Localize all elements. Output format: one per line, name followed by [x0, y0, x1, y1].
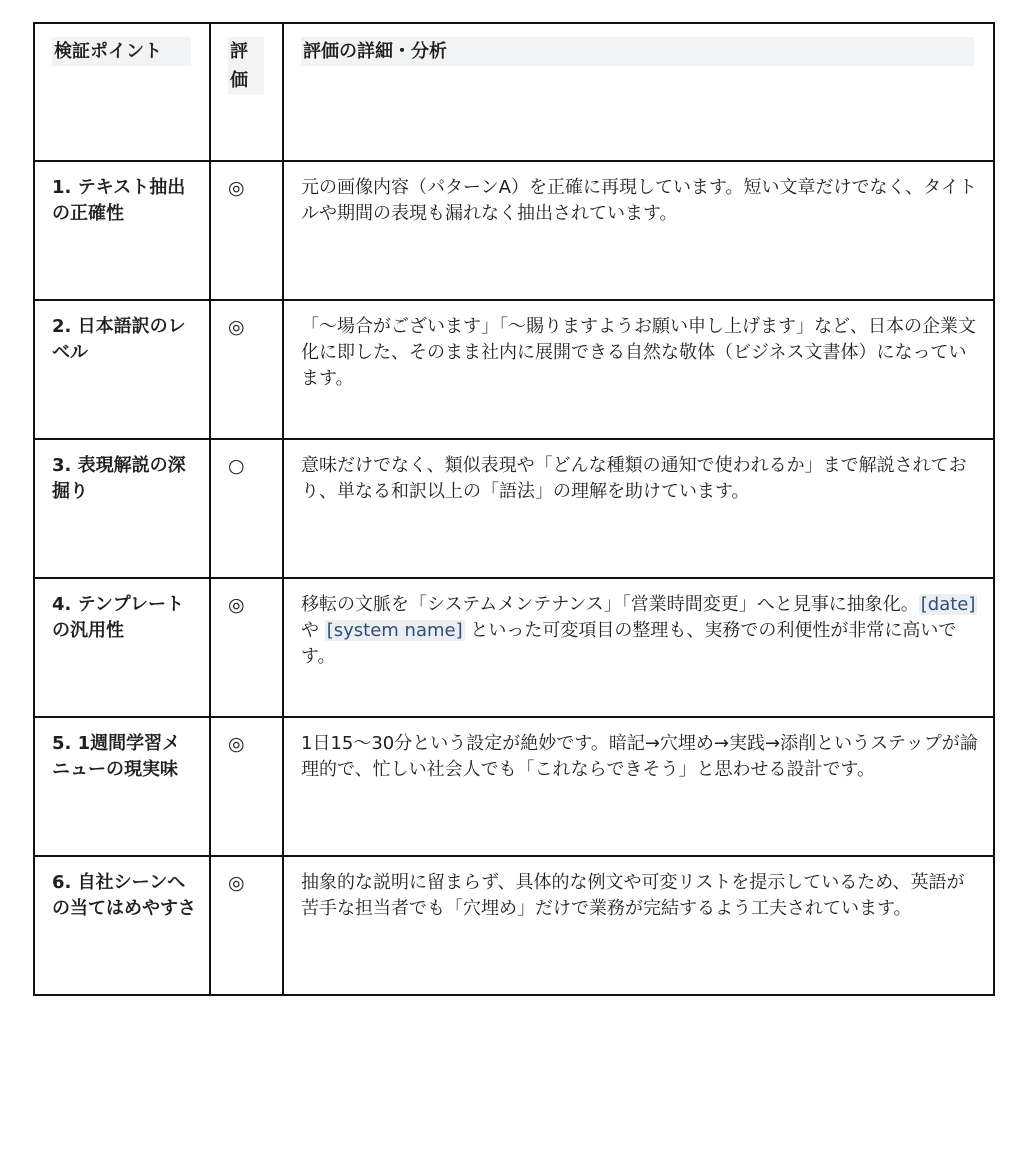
rating-cell	[210, 439, 283, 578]
point-label: 5. 1週間学習メニューの現実味	[52, 733, 181, 780]
point-label: 4. テンプレートの汎用性	[52, 594, 185, 641]
header-cell-rating	[210, 23, 283, 161]
point-cell	[34, 161, 210, 300]
point-label: 3. 表現解説の深掘り	[52, 455, 186, 502]
point-cell	[34, 300, 210, 439]
header-point-label: 検証ポイント	[52, 37, 191, 66]
rating-mark: ○	[228, 455, 245, 477]
header-detail-label: 評価の詳細・分析	[301, 37, 974, 66]
table-header-row	[34, 23, 994, 161]
detail-text-before: 移転の文脈を「システムメンテナンス」「営業時間変更」へと見事に抽象化。	[301, 594, 919, 615]
detail-text-after: といった可変項目の整理も、実務での利便性が非常に高いです。	[301, 620, 957, 667]
detail-text: 1日15〜30分という設定が絶妙です。暗記→穴埋め→実践→添削というステップが論理的で、忙しい社会人でも「これならできそう」と思わせる設計です。	[301, 733, 978, 780]
point-label: 1. テキスト抽出の正確性	[52, 177, 186, 224]
point-cell	[34, 439, 210, 578]
variable-date-code: [date]	[920, 594, 976, 615]
rating-mark: ◎	[228, 594, 245, 616]
point-cell	[34, 856, 210, 995]
detail-cell	[283, 717, 994, 856]
rating-mark: ◎	[228, 316, 245, 338]
rating-cell	[210, 856, 283, 995]
table-row	[34, 439, 994, 578]
detail-text	[301, 592, 981, 670]
detail-cell	[283, 300, 994, 439]
table-row	[34, 578, 994, 717]
detail-text: 意味だけでなく、類似表現や「どんな種類の通知で使われるか」まで解説されており、単なる和訳以上の「語法」の理解を助けています。	[301, 455, 967, 502]
detail-text: 「〜場合がございます」「〜賜りますようお願い申し上げます」など、日本の企業文化に即した、そのまま社内に展開できる自然な敬体（ビジネス文書体）になっています。	[301, 316, 976, 389]
detail-cell	[283, 578, 994, 717]
header-rating-label: 評価	[228, 37, 264, 95]
point-label: 6. 自社シーンへの当てはめやすさ	[52, 872, 196, 919]
detail-cell	[283, 161, 994, 300]
table-row	[34, 300, 994, 439]
evaluation-table	[33, 22, 995, 996]
rating-cell	[210, 300, 283, 439]
detail-text: 抽象的な説明に留まらず、具体的な例文や可変リストを提示しているため、英語が苦手な担当者でも「穴埋め」だけで業務が完結するよう工夫されています。	[301, 872, 965, 919]
rating-cell	[210, 161, 283, 300]
variable-system-name-code: [system name]	[326, 620, 463, 641]
point-cell	[34, 717, 210, 856]
table-row	[34, 856, 994, 995]
detail-cell	[283, 439, 994, 578]
detail-text-middle: や	[301, 620, 325, 641]
header-cell-detail	[283, 23, 994, 161]
detail-cell	[283, 856, 994, 995]
table-row	[34, 161, 994, 300]
rating-cell	[210, 717, 283, 856]
point-cell	[34, 578, 210, 717]
point-label: 2. 日本語訳のレベル	[52, 316, 186, 363]
header-cell-point	[34, 23, 210, 161]
rating-mark: ◎	[228, 177, 245, 199]
table-row	[34, 717, 994, 856]
rating-mark: ◎	[228, 733, 245, 755]
detail-text: 元の画像内容（パターンA）を正確に再現しています。短い文章だけでなく、タイトルや期間の表現も漏れなく抽出されています。	[301, 177, 977, 224]
rating-cell	[210, 578, 283, 717]
rating-mark: ◎	[228, 872, 245, 894]
